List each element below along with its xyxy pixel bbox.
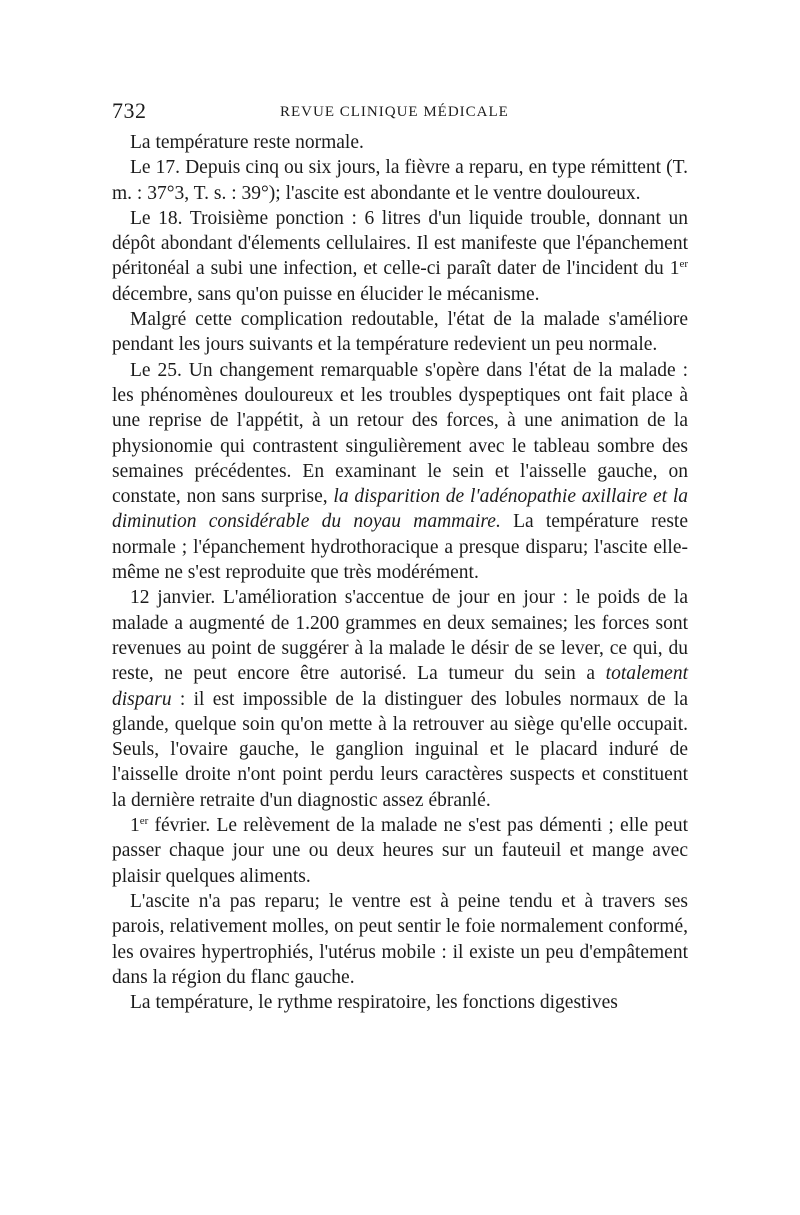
text-run: Le 18. Troisième ponction : 6 litres d'un liquide trouble, donnant un dépôt abondant d'élements cellulaires. Il est manifeste que l'épanchement péritonéal a subi une infection, et celle-ci paraît dater de l'incident du (112, 207, 688, 280)
paragraph: La température reste normale. (130, 132, 364, 153)
text-run: : il est impossible de la distinguer des lobules normaux de la glande, quelque soin qu'on mette à la retrouver au siège qu'elle occupait. Seuls, l'ovaire gauche, le ganglion inguinal et le placard induré de l'aisselle droite n'ont point perdu leurs caractères suspects et constituent la dernière retraite d'un diagnostic assez ébranlé. (112, 688, 688, 811)
superscript: er (679, 258, 688, 271)
paragraph (112, 206, 688, 307)
superscript: er (139, 815, 149, 828)
paragraph: Malgré cette complication redoutable, l'état de la malade s'améliore pendant les jours suivants et la température redevient un peu normale. (112, 309, 688, 356)
page-header (112, 98, 687, 128)
text-run: La température reste normale ; l'épanchement hydrothoracique a presque disparu; l'ascite elle-même ne s'est reproduite que très modérément. (112, 511, 688, 584)
paragraph: La température, le rythme respiratoire, les fonctions digestives (130, 992, 618, 1014)
body-text (112, 130, 688, 1015)
paragraph: L'ascite n'a pas reparu; le ventre est à peine tendu et à travers ses parois, relativement molles, on peut sentir le foie normalement conformé, les ovaires hypertrophiés, l'utérus mobile : il existe un peu d'empâtement dans la région du flanc gauche. (112, 890, 688, 988)
running-title: REVUE CLINIQUE MÉDICALE (280, 104, 509, 120)
text-run: février. Le relèvement de la malade ne s'est pas démenti ; elle peut passer chaque jour une ou deux heures sur un fauteuil et mange avec plaisir quelques aliments. (112, 815, 688, 887)
paragraph (112, 813, 688, 889)
paragraph (112, 358, 688, 586)
numeral: 1 (130, 815, 140, 837)
paragraph: Le 17. Depuis cinq ou six jours, la fièvre a reparu, en type rémittent (T. m. : 37°3, T. s. : 39°); l'ascite est abondante et le ventre douloureux. (112, 157, 688, 204)
text-run: 12 janvier. L'amélioration s'accentue de jour en jour : le poids de la malade a augmenté de 1.200 grammes en deux semaines; les forces sont revenues au point de suggérer à la malade le désir de se lever, ce qui, du reste, ne peut encore être autorisé. La tumeur du sein a (112, 587, 688, 685)
text-run: Le 25. Un changement remarquable s'opère dans l'état de la malade : les phénomènes douloureux et les troubles dyspeptiques ont fait place à une reprise de l'appétit, à un retour des forces, à une animation de la physionomie qui contrastent singulièrement avec le tableau sombre des semaines précédentes. En examinant le sein et l'aisselle gauche, on constate, non sans surprise, (112, 359, 688, 508)
numeral: 1 (669, 258, 680, 280)
paragraph (112, 585, 688, 813)
text-run: décembre, sans qu'on puisse en élucider le mécanisme. (112, 283, 540, 305)
page-number: 732 (112, 98, 147, 123)
italic-text: totalement disparu (112, 663, 688, 710)
italic-text: la disparition de l'adénopathie axillaire et la diminution considérable du noyau mammaire. (112, 486, 688, 533)
